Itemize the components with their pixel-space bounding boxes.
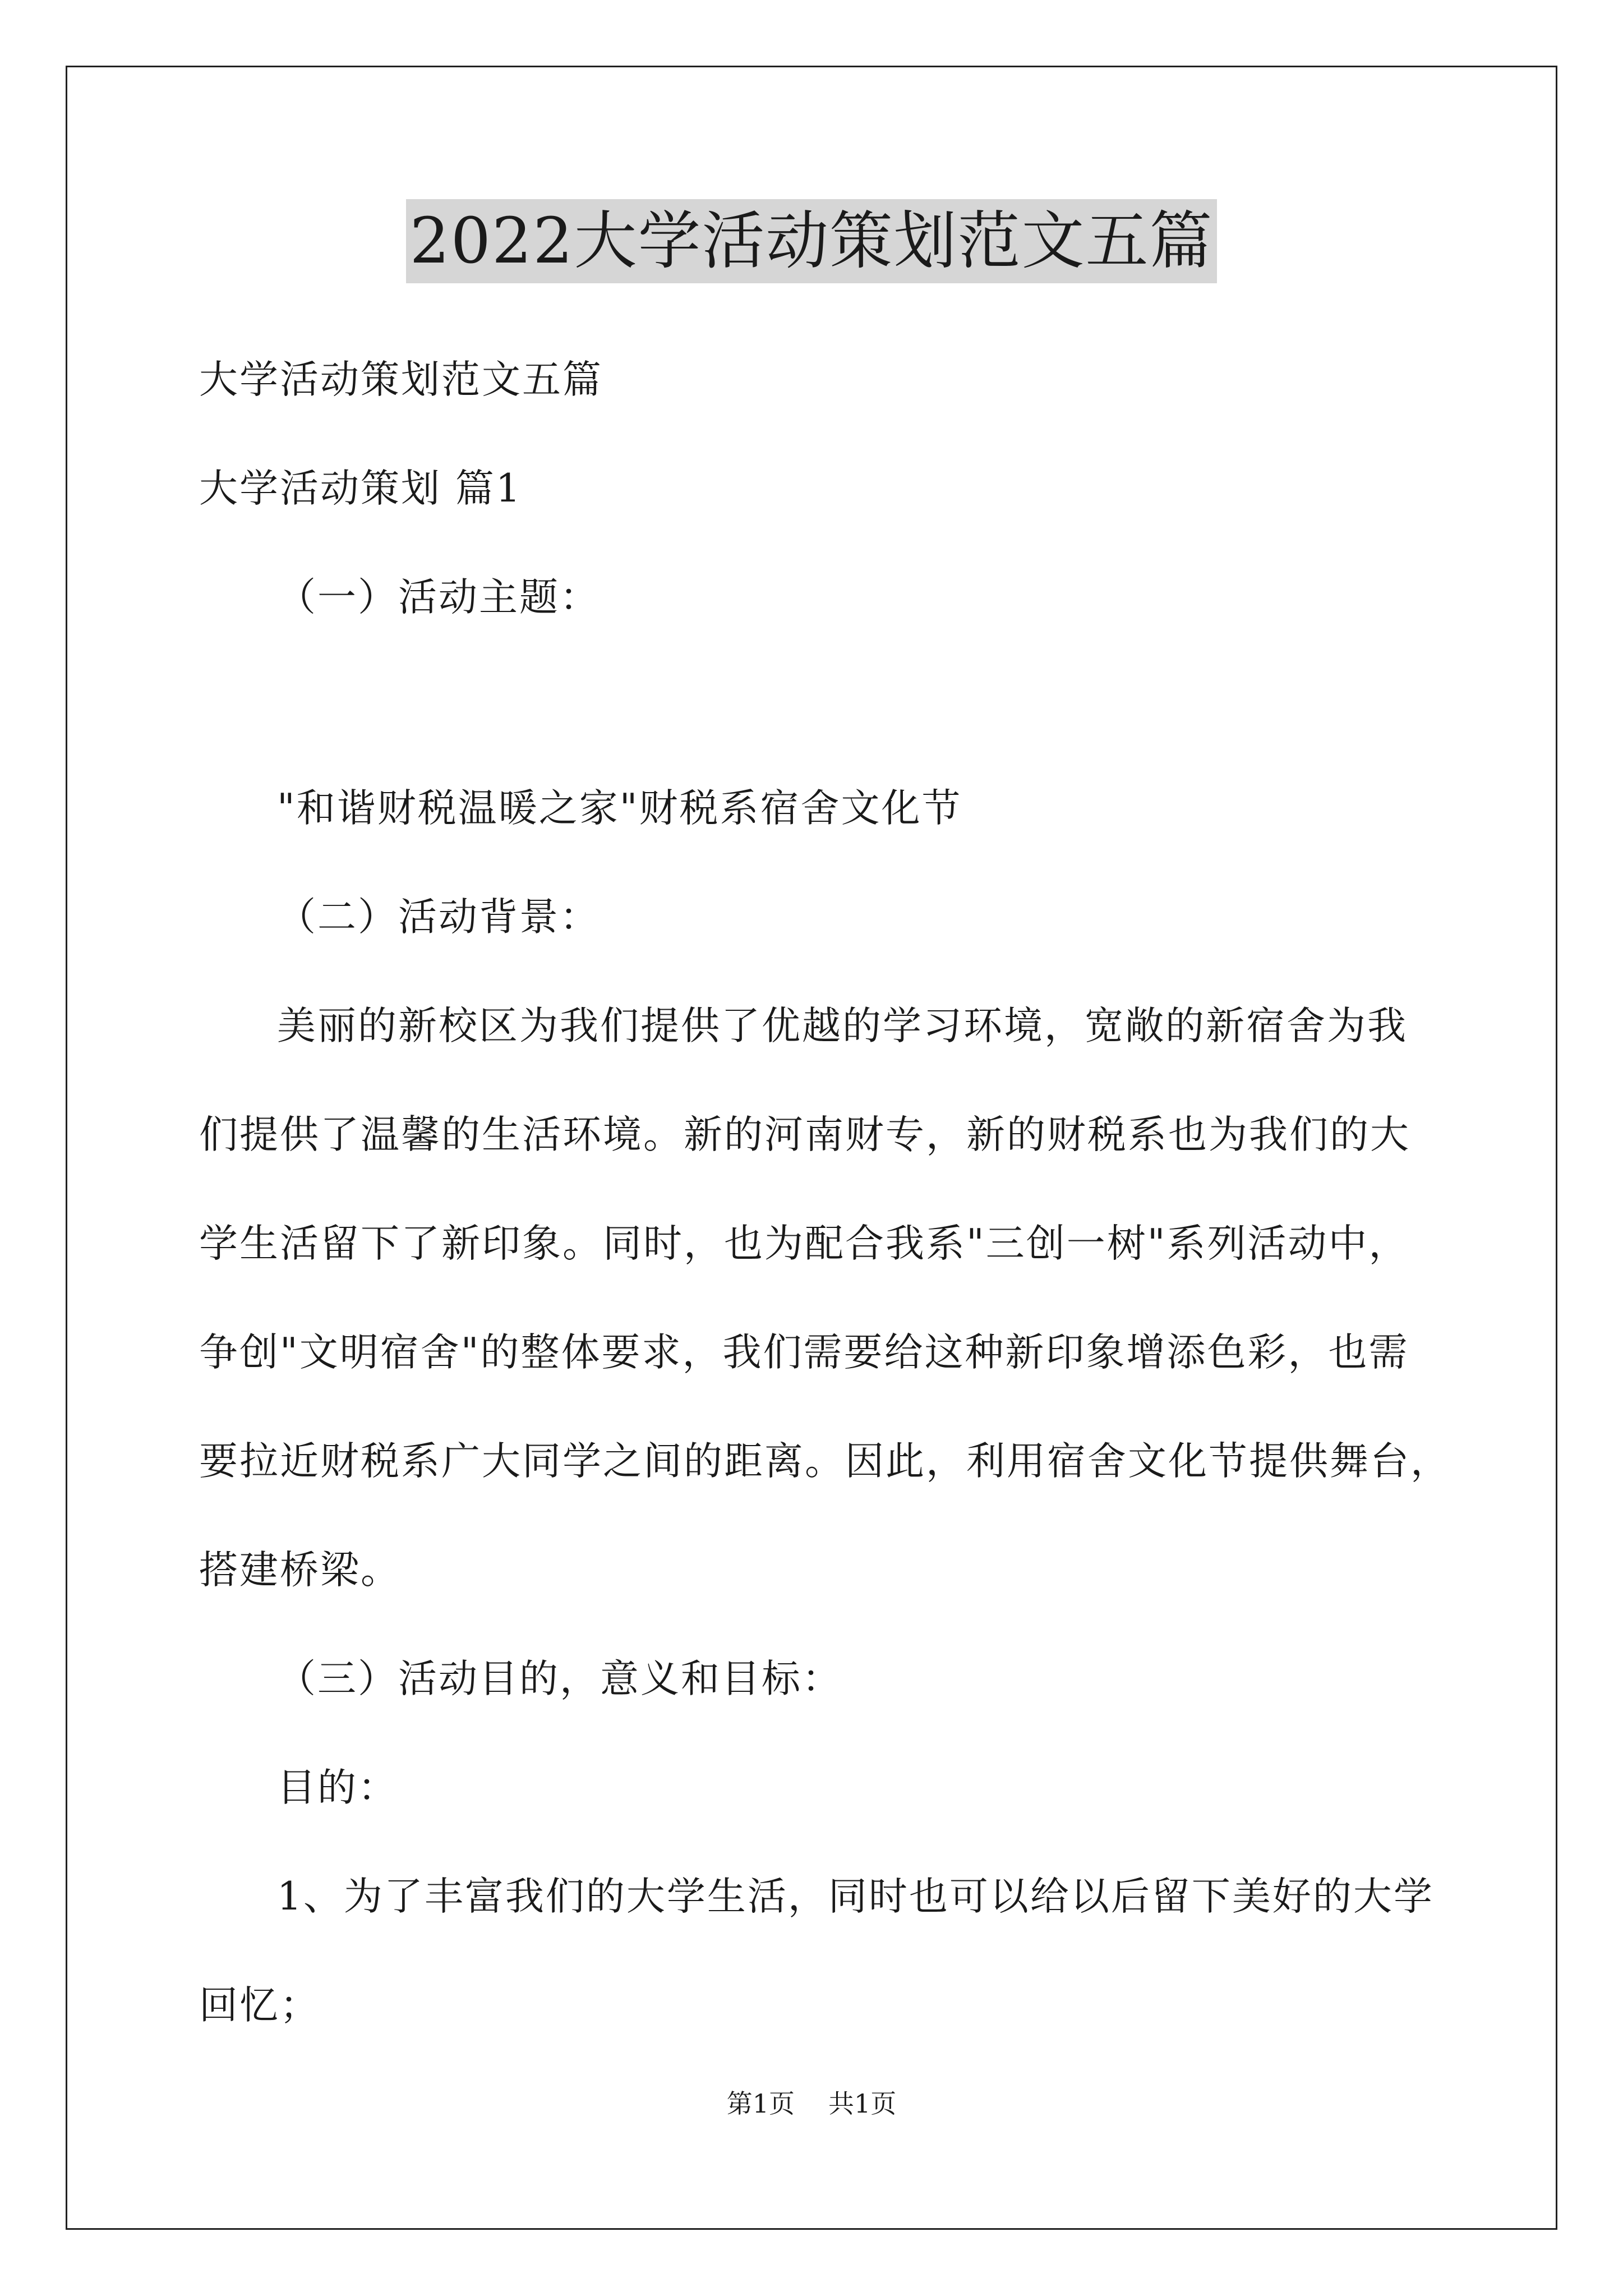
subtitle-line: 大学活动策划范文五篇 — [199, 357, 603, 402]
paragraph-line: （三）活动目的，意义和目标： — [277, 1657, 842, 1701]
paragraph-line: （二）活动背景： — [277, 895, 600, 940]
paragraph-line: 美丽的新校区为我们提供了优越的学习环境，宽敞的新宿舍为我 — [277, 1004, 1408, 1048]
paragraph-line: 目的： — [277, 1765, 398, 1810]
document-title: 2022大学活动策划范文五篇 — [406, 199, 1216, 283]
page-number: 第1页 — [726, 2088, 795, 2119]
page-footer — [0, 2087, 1623, 2120]
paragraph-line: （一）活动主题： — [277, 575, 600, 620]
paragraph-line: "和谐财税温暖之家"财税系宿舍文化节 — [277, 786, 962, 831]
paragraph-line: 搭建桥梁。 — [199, 1548, 401, 1593]
section-heading: 大学活动策划 篇1 — [199, 466, 522, 511]
paragraph-line: 回忆； — [199, 1983, 320, 2028]
paragraph-line: 争创"文明宿舍"的整体要求，我们需要给这种新印象增添色彩，也需 — [199, 1330, 1409, 1375]
paragraph-line: 学生活留下了新印象。同时，也为配合我系"三创一树"系列活动中， — [199, 1221, 1409, 1266]
page-total: 共1页 — [828, 2088, 897, 2119]
title-container — [0, 199, 1623, 283]
paragraph-line: 要拉近财税系广大同学之间的距离。因此，利用宿舍文化节提供舞台， — [199, 1439, 1451, 1484]
paragraph-line: 们提供了温馨的生活环境。新的河南财专，新的财税系也为我们的大 — [199, 1112, 1410, 1157]
paragraph-line: 1、为了丰富我们的大学生活，同时也可以给以后留下美好的大学 — [277, 1874, 1434, 1919]
